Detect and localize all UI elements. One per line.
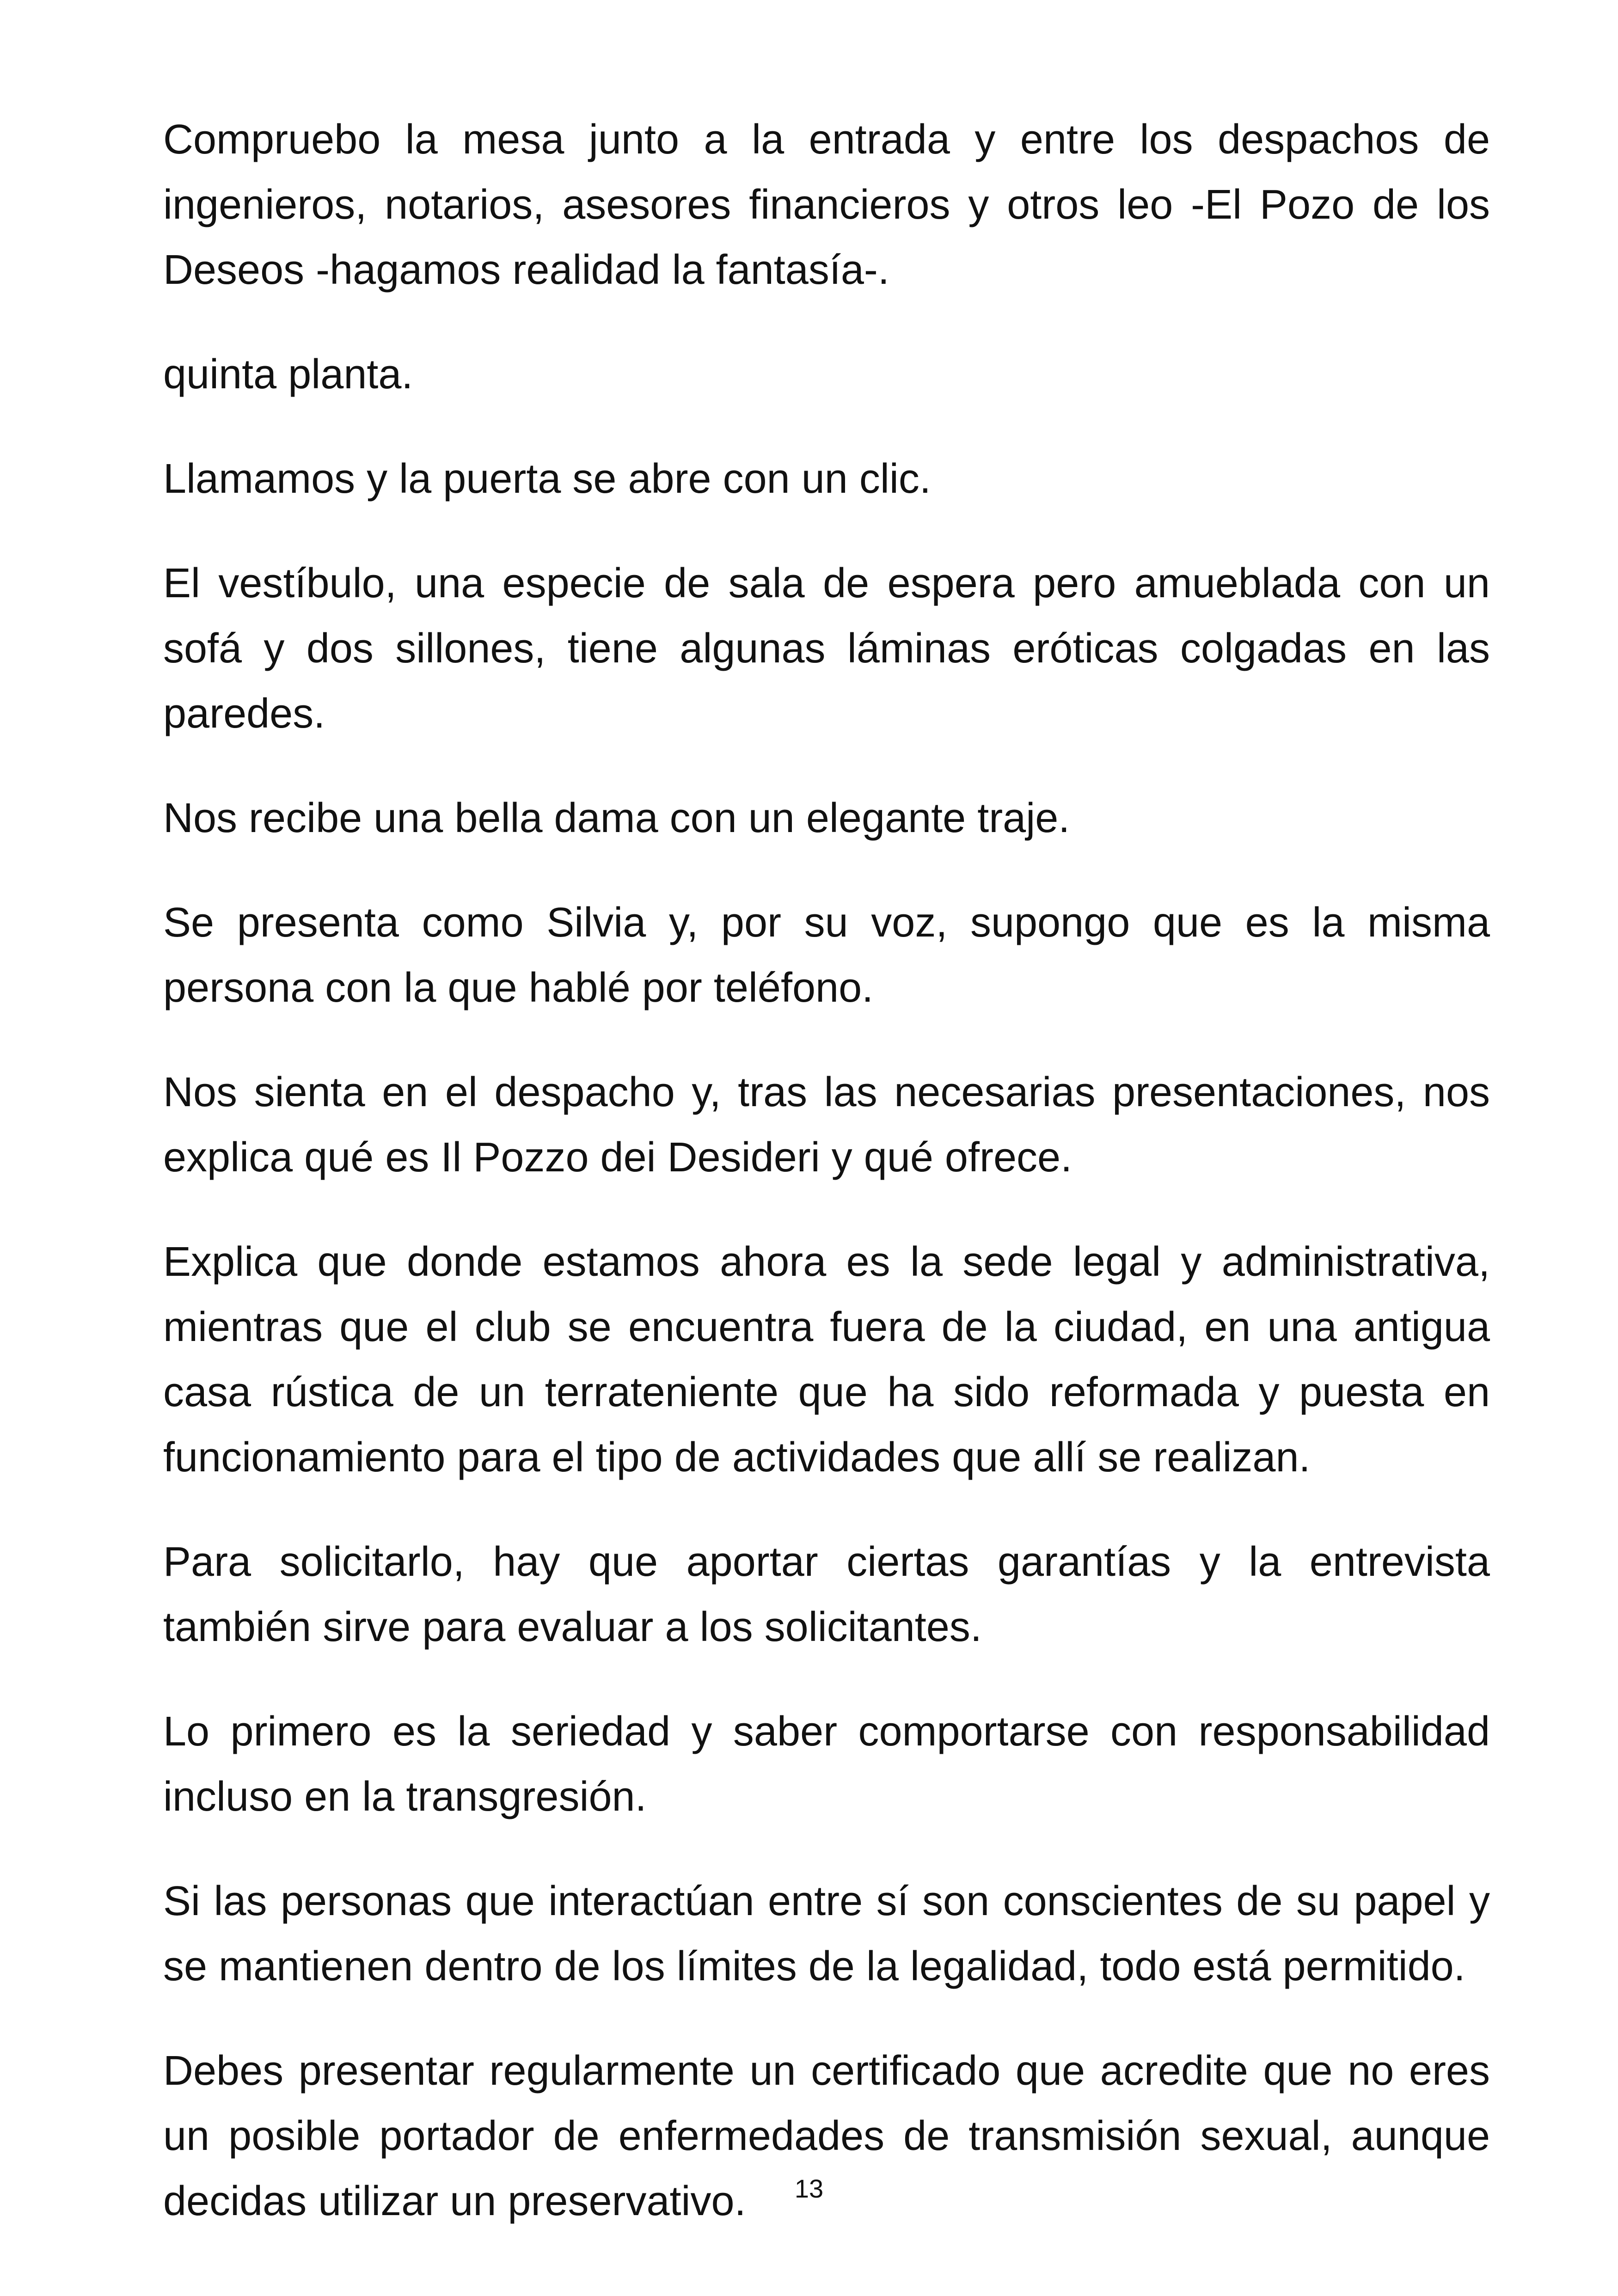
paragraph: quinta planta.: [163, 351, 413, 398]
paragraph: Para solicitarlo, hay que aportar ciertas garantías y la entrevista también sirve para evaluar a los solicitantes.: [163, 1539, 1490, 1650]
paragraph: El vestíbulo, una especie de sala de espera pero amueblada con un sofá y dos sillones, tiene algunas láminas eróticas colgadas en las paredes.: [163, 560, 1490, 737]
body-text: [163, 107, 1490, 2273]
paragraph: Debes presentar regularmente un certificado que acredite que no eres un posible portador de enfermedades de transmisión sexual, aunque decidas utilizar un preservativo.: [163, 2048, 1490, 2224]
paragraph: Si las personas que interactúan entre sí son conscientes de su papel y se mantienen dentro de los límites de la legalidad, todo está permitido.: [163, 1878, 1490, 1990]
paragraph: Nos sienta en el despacho y, tras las necesarias presentaciones, nos explica qué es Il Pozzo dei Desideri y qué ofrece.: [163, 1069, 1490, 1181]
paragraph: Nos recibe una bella dama con un elegante traje.: [163, 795, 1070, 841]
paragraph: Lo primero es la seriedad y saber comportarse con responsabilidad incluso en la transgresión.: [163, 1708, 1490, 1820]
page-number: 13: [794, 2174, 824, 2203]
paragraph: Se presenta como Silvia y, por su voz, supongo que es la misma persona con la que hablé por teléfono.: [163, 900, 1490, 1011]
paragraph: Explica que donde estamos ahora es la sede legal y administrativa, mientras que el club se encuentra fuera de la ciudad, en una antigua casa rústica de un terrateniente que ha sido reformada y puesta en funcionamiento para el tipo de actividades que allí se realizan.: [163, 1239, 1490, 1481]
paragraph: Compruebo la mesa junto a la entrada y entre los despachos de ingenieros, notarios, asesores financieros y otros leo -El Pozo de los Deseos -hagamos realidad la fantasía-.: [163, 116, 1490, 293]
paragraph: Llamamos y la puerta se abre con un clic.: [163, 456, 931, 502]
